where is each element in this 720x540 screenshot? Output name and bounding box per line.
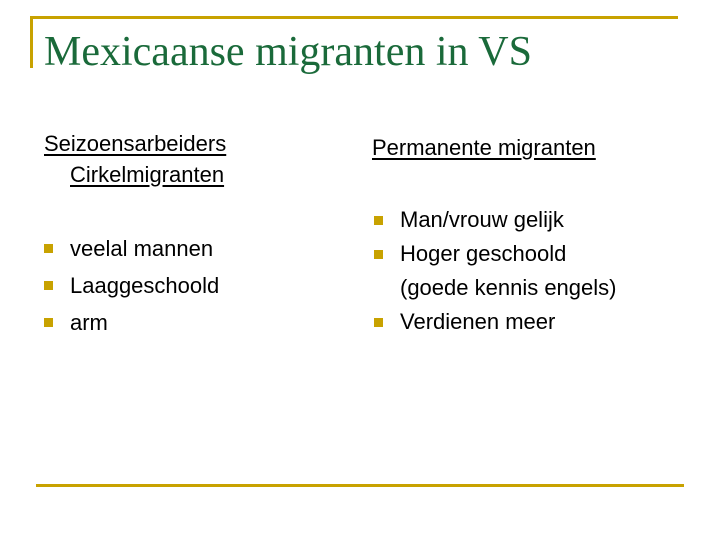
list-item-text: Hoger geschoold (400, 241, 567, 266)
left-bullet-list (42, 230, 219, 341)
left-column-heading-line1: Seizoensarbeiders (44, 131, 227, 156)
list-item-text: Man/vrouw gelijk (400, 207, 564, 232)
square-bullet-icon (374, 250, 383, 259)
square-bullet-icon (374, 216, 383, 225)
list-item (372, 203, 616, 237)
right-bullet-list (372, 203, 616, 339)
square-bullet-icon (44, 281, 53, 290)
list-item (42, 267, 219, 304)
list-item (372, 237, 616, 305)
slide-title: Mexicaanse migranten in VS (44, 29, 532, 75)
list-item-text: Verdienen meer (400, 309, 556, 334)
square-bullet-icon (374, 318, 383, 327)
list-item-text: Laaggeschoold (70, 273, 220, 298)
right-column-heading: Permanente migranten (372, 135, 596, 160)
list-item (372, 305, 616, 339)
square-bullet-icon (44, 318, 53, 327)
square-bullet-icon (44, 244, 53, 253)
list-item-text: arm (70, 310, 108, 335)
frame-left-rule (30, 16, 33, 68)
list-item-continuation: (goede kennis engels) (400, 275, 617, 300)
list-item (42, 230, 219, 267)
frame-top-rule (30, 16, 678, 19)
left-column-heading-line2: Cirkelmigranten (70, 162, 225, 187)
list-item (42, 304, 219, 341)
list-item-text: veelal mannen (70, 236, 214, 261)
frame-bottom-rule (36, 484, 684, 487)
